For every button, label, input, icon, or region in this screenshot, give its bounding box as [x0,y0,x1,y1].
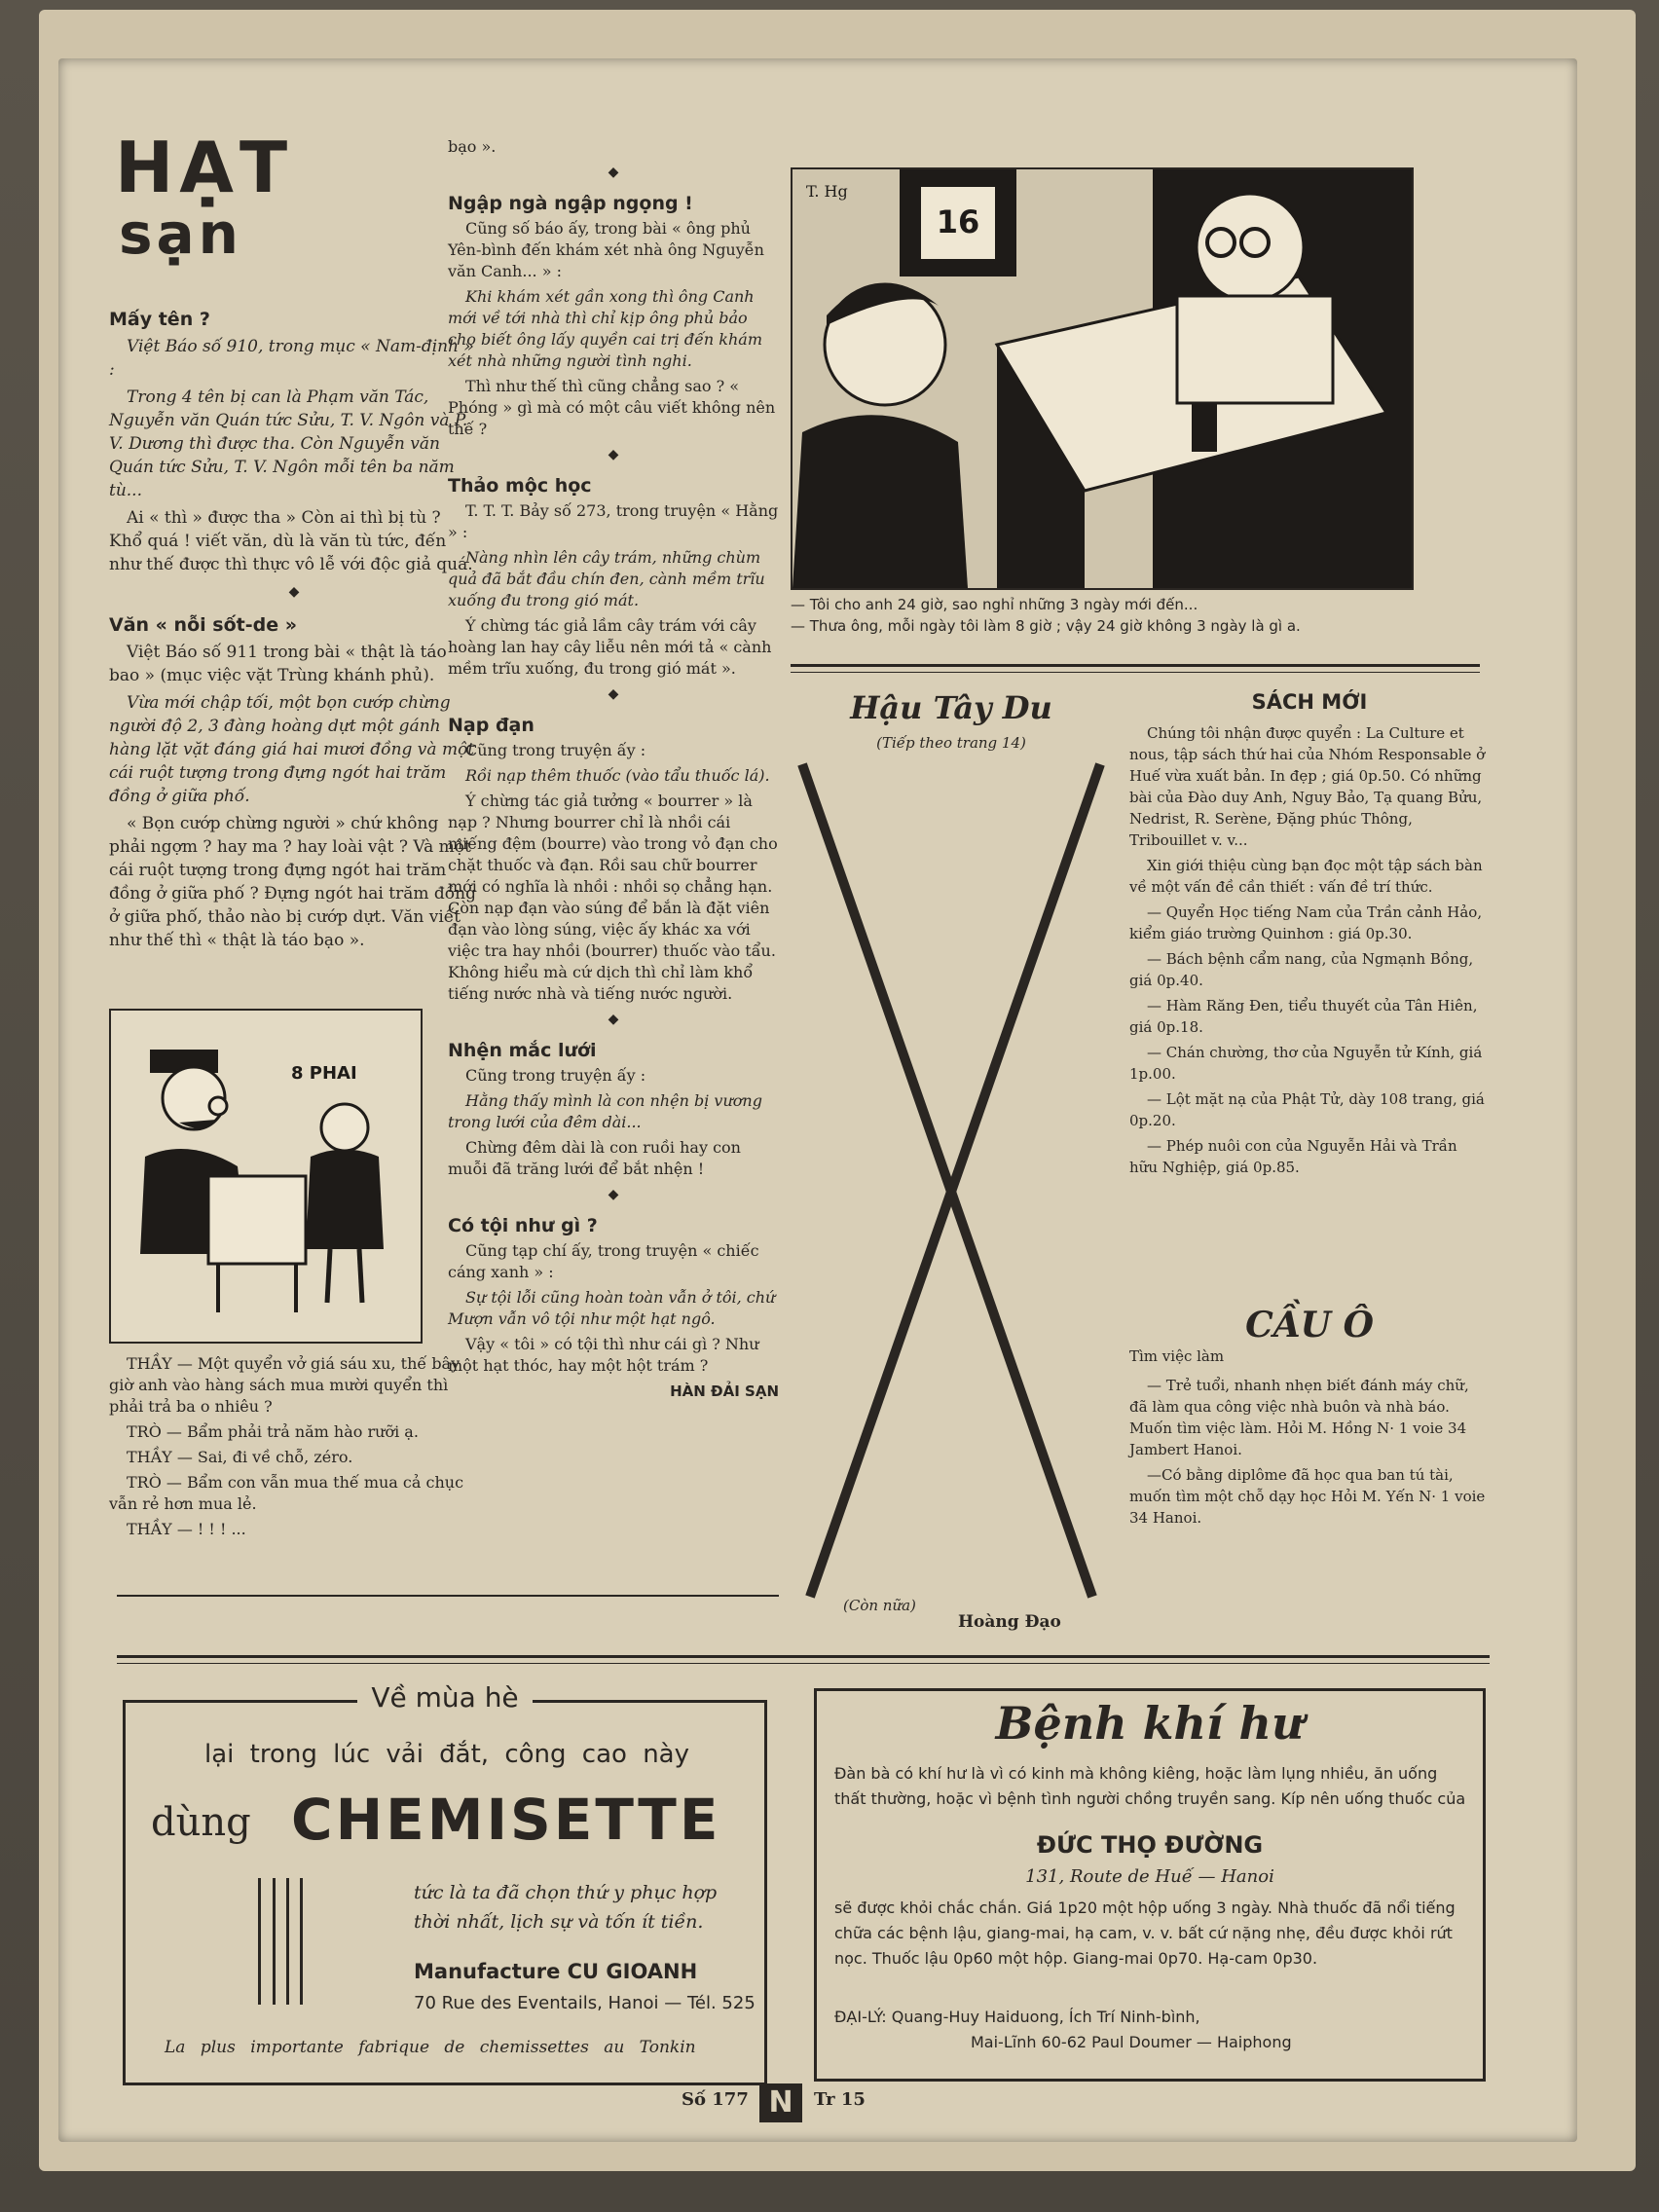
diamond-divider: ◆ [608,447,619,462]
paragraph: Rồi nạp thêm thuốc (vào tẩu thuốc lá). [465,766,770,785]
story-title: Hậu Tây Du [850,689,1052,726]
new-books [1129,691,1490,1182]
column-title-sub: sạn [119,201,242,267]
ad-shop-address: 131, Route de Huế — Hanoi [1025,1866,1274,1887]
diamond-divider: ◆ [288,584,300,600]
cartoon-right-caption [791,594,1414,637]
book-entry: — Quyển Học tiếng Nam của Trần cảnh Hảo, kiểm giáo trường Quinhơn : giá 0p.30. [1129,903,1483,942]
section-heading: Nạp đạn [448,715,535,736]
paragraph: Cũng số báo ấy, trong bài « ông phủ Yên-bình đến khám xét nhà ông Nguyễn văn Canh... » : [448,219,764,280]
section-heading: Mấy tên ? [109,309,210,330]
ad-header [126,1681,764,1714]
divider-rule [791,664,1480,667]
column-2 [448,136,779,1402]
dialogue-line: TRÒ — Bẩm con vẫn mua thế mua cả chục vẫn rẻ hơn mua lẻ. [109,1473,464,1513]
paragraph: Cũng trong truyện ấy : [465,1066,646,1085]
paragraph: Khi khám xét gần xong thì ông Canh mới về tới nhà thì chỉ kịp ông phủ bảo cho biết ông lấy quyền cai trị đến khám xét nhà những người tình nghi. [448,287,763,370]
cartoon-boss [791,167,1414,590]
issue-number: Số 177 [682,2089,749,2110]
section-heading: Ngập ngà ngập ngọng ! [448,193,693,214]
diamond-divider: ◆ [608,1012,619,1027]
chemisette-ad [123,1681,767,2085]
ad-tagline-1: tức là ta đã chọn thứ y phục hợp [414,1882,718,1903]
ad-title: Bệnh khí hư [995,1697,1305,1750]
dialogue-line: TRÒ — Bẩm phải trả năm hào rưỡi ạ. [127,1422,419,1441]
newspaper-page [58,58,1577,2142]
paragraph: « Bọn cướp chừng người » chứ không phải ngợm ? hay ma ? hay loài vật ? Và một cái ruột tượng trong đựng ngót hai trăm đồng ở giữa phố ? Đựng ngót hai trăm đồng ở giữa phố, thảo nào bị cướp dựt. Văn viết như thế thì « thật là táo bạo ». [109,814,476,950]
paragraph: Cũng tạp chí ấy, trong truyện « chiếc cáng xanh » : [448,1241,759,1281]
paragraph: Sự tội lỗi cũng hoàn toàn vẫn ở tôi, chứ Mượn vẫn vô tội như một hạt ngô. [448,1288,776,1328]
diamond-divider: ◆ [608,165,619,180]
column-title [115,127,293,267]
dialogue-line: THẦY — Một quyển vở giá sáu xu, thế bây giờ anh vào hàng sách mua mười quyển thì phải trả ba o nhiêu ? [109,1354,461,1416]
book-entry: — Phép nuôi con của Nguyễn Hải và Trần hữu Nghiệp, giá 0p.85. [1129,1137,1457,1176]
paragraph: Chừng đêm dài là con ruồi hay con muỗi đã trăng lưới để bắt nhện ! [448,1138,741,1178]
book-entry: — Hàm Răng Đen, tiểu thuyết của Tân Hiên, giá 0p.18. [1129,997,1478,1036]
paragraph: Xin giới thiệu cùng bạn đọc một tập sách bàn về một vấn đề cần thiết : vấn đề trí thức. [1129,857,1483,896]
dialogue-line: — Thưa ông, mỗi ngày tôi làm 8 giờ ; vậy 24 giờ không 3 ngày là gì a. [791,617,1301,635]
ad-body: Đàn bà có khí hư là vì có kinh mà không kiêng, hoặc làm lụng nhiều, ăn uống thất thường, hoặc vì bệnh tình người chồng truyền sang. Kíp nên uống thuốc của [834,1764,1466,1808]
ad-body: sẽ được khỏi chắc chắn. Giá 1p20 một hộp uống 3 ngày. Nhà thuốc đã nổi tiếng chữa các bệnh lậu, giang-mai, hạ cam, v. v. bất cứ nặng nhẹ, đều được khỏi rứt nọc. Thuốc lậu 0p60 một hộp. Giang-mai 0p70. Hạ-cam 0p30. [834,1899,1456,1968]
section-heading: Văn « nỗi sốt-de » [109,614,297,636]
hau-tay-du-header [791,689,1112,752]
carryover-text: bạo ». [448,137,497,156]
book-entry: — Chán chường, thơ của Nguyễn tử Kính, giá 1p.00. [1129,1044,1483,1083]
section-heading: Nhện mắc lưới [448,1040,597,1061]
book-entry: — Lột mặt nạ của Phật Tử, dày 108 trang, giá 0p.20. [1129,1090,1485,1129]
cartoon-illustration [793,169,1412,588]
paragraph: Vừa mới chập tối, một bọn cướp chừng người độ 2, 3 đàng hoàng dựt một gánh hàng lặt vặt đáng giá hai mươi đồng và một cái ruột tượng trong đựng ngót hai trăm đồng ở giữa phố. [109,693,475,806]
ad-address: 70 Rue des Eventails, Hanoi — Tél. 525 [414,1993,756,2013]
dialogue-line: THẦY — ! ! ! ... [127,1520,246,1538]
divider-rule [791,672,1480,673]
ad-agents-line: Mai-Lĩnh 60-62 Paul Doumer — Haiphong [971,2033,1292,2051]
paragraph: — Trẻ tuổi, nhanh nhẹn biết đánh máy chữ, đã làm qua công việc nhà buôn và nhà báo. Muốn tìm việc làm. Hỏi M. Hồng N· 1 voie 34 Jambert Hanoi. [1129,1377,1469,1458]
medicine-ad [814,1688,1486,2082]
crossed-out-mark [791,759,1112,1606]
diamond-divider: ◆ [608,686,619,702]
ad-season: Về mùa hè [357,1681,532,1714]
cau-o [1129,1305,1490,1532]
divider-rule [117,1595,779,1597]
cartoon-teacher [109,1009,423,1344]
cau-o-title: CẦU Ô [1245,1305,1374,1346]
paragraph: Trong 4 tên bị can là Phạm văn Tác, Nguyễn văn Quán tức Sửu, T. V. Ngôn và P. V. Dương thì được tha. Còn Nguyễn văn Quán tức Sửu, T. V. Ngôn mỗi tên ba năm tù... [109,387,468,500]
diamond-divider: ◆ [608,1187,619,1202]
ad-tagline [414,1878,717,1936]
paragraph: —Có bằng diplôme đã học qua ban tú tài, muốn tìm một chỗ dạy học Hỏi M. Yến N· 1 voie 34 Hanoi. [1129,1466,1486,1527]
column-1 [109,298,479,956]
divider-rule [117,1655,1490,1658]
ad-agents [834,2005,1467,2055]
paragraph: Chúng tôi nhận được quyển : La Culture et nous, tập sách thứ hai của Nhóm Responsable ở Huế vừa xuất bản. In đẹp ; giá 0p.50. Có những bài của Đào duy Anh, Nguy Bảo, Tạ quang Bửu, Nedrist, R. Serène, Đặng phúc Thông, Tribouillet v. v... [1129,724,1486,849]
cau-o-subtitle: Tìm việc làm [1129,1347,1225,1365]
page-number: Tr 15 [814,2089,866,2110]
paragraph: Việt Báo số 911 trong bài « thật là táo bao » (mục việc vặt Trùng khánh phủ). [109,643,447,685]
paragraph: Hằng thấy mình là con nhện bị vương trong lưới của đêm dài... [448,1091,762,1131]
book-entry: — Bách bệnh cẩm nang, của Ngmạnh Bồng, giá 0p.40. [1129,950,1474,989]
paragraph: Nàng nhìn lên cây trám, những chùm quả đã bắt đầu chín đen, cành mềm trĩu xuống đu trong gió mát. [448,548,765,609]
ad-maker: Manufacture CU GIOANH [414,1960,698,1983]
cartoon-sign: 8 PHAI [291,1063,357,1084]
section-heading: Có tội như gì ? [448,1215,598,1236]
paragraph: Cũng trong truyện ấy : [465,741,646,759]
ad-tagline-2: thời nhất, lịch sự và tốn ít tiền. [414,1911,704,1933]
ad-dung: dùng [151,1800,251,1845]
paragraph: Thì như thế thì cũng chẳng sao ? « Phóng » gì mà có một câu viết không nên thế ? [448,377,776,438]
section-heading: Thảo mộc học [448,475,592,497]
cartoon-illustration [111,1011,421,1342]
ad-line: lại trong lúc vải đắt, công cao này [204,1740,689,1769]
continued-note: (Còn nữa) [843,1597,916,1614]
signature: HÀN ĐẢI SẠN [670,1382,779,1400]
calendar-date: 16 [936,203,980,240]
divider-rule [117,1663,1490,1664]
ad-stripe-icon [258,1878,310,2005]
story-subtitle: (Tiếp theo trang 14) [876,734,1026,752]
ad-brand: CHEMISETTE [291,1787,721,1853]
paragraph: Ý chừng tác giả lầm cây trám với cây hoàng lan hay cây liễu nên mới tả « cành mềm trĩu xuống, đu trong gió mát ». [448,616,772,678]
publication-logo: N [759,2083,802,2122]
paragraph: T. T. T. Bảy số 273, trong truyện « Hằng » : [448,501,779,541]
column-title-main: HẠT [115,127,294,208]
paragraph: Ý chừng tác giả tưởng « bourrer » là nạp ? Nhưng bourrer chỉ là nhồi cái miếng đệm (bourre) vào trong vỏ đạn cho chặt thuốc và đạn. Rồi sau chữ bourrer mới có nghĩa là nhồi : nhồi sọ chẳng hạn. Còn nạp đạn vào súng để bắn là đặt viên đạn vào lòng súng, việc ấy khác xa với việc tra hay nhồi (bourrer) thuốc vào tẩu. Không hiểu mà cứ dịch thì chỉ làm khổ tiếng nước nhà và tiếng nước người. [448,792,778,1003]
dialogue-line: THẦY — Sai, đi về chỗ, zéro. [127,1448,353,1466]
ad-agents-line: ĐẠI-LÝ: Quang-Huy Haiduong, Ích Trí Ninh-bình, [834,2008,1200,2026]
ad-shop: ĐỨC THỌ ĐƯỜNG [1036,1831,1264,1859]
story-author: Hoàng Đạo [958,1612,1061,1632]
dialogue-line: — Tôi cho anh 24 giờ, sao nghỉ những 3 ngày mới đến... [791,596,1198,613]
paragraph: Ai « thì » được tha » Còn ai thì bị tù ? Khổ quá ! viết văn, dù là văn tù tức, đến như thế được thì thực vô lễ với độc giả quá. [109,508,473,574]
new-books-title: SÁCH MỚI [1251,690,1368,714]
paragraph: Vậy « tôi » có tội thì như cái gì ? Như một hạt thóc, hay một hột trám ? [448,1335,759,1375]
artist-signature: T. Hg [806,182,848,201]
ad-footer: La plus importante fabrique de chemissettes au Tonkin [165,2038,696,2057]
cartoon-left-caption [109,1353,479,1544]
paragraph: Việt Báo số 910, trong mục « Nam-định » : [109,337,474,380]
